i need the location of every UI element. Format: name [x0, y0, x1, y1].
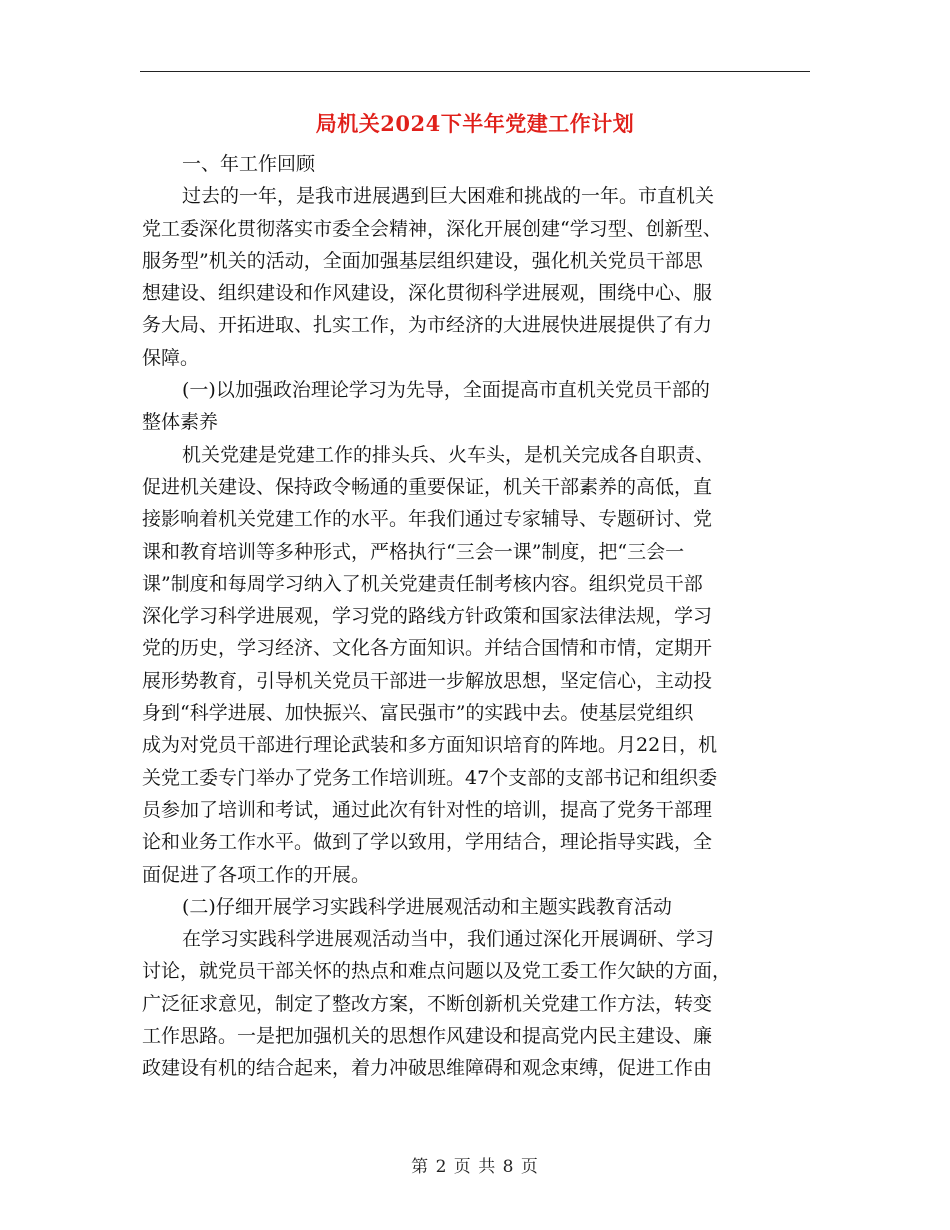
body-line: 机关党建是党建工作的排头兵、火车头，是机关完成各自职责、: [182, 443, 715, 466]
body-line: 员参加了培训和考试，通过此次有针对性的培训，提高了党务干部理: [142, 798, 713, 821]
body-line: 促进机关建设、保持政令畅通的重要保证，机关干部素养的高低，直: [142, 475, 713, 498]
body-line: 党的历史，学习经济、文化各方面知识。并结合国情和市情，定期开: [142, 637, 713, 660]
body-line: 保障。: [142, 346, 200, 369]
body-line: 讨论，就党员干部关怀的热点和难点问题以及党工委工作欠缺的方面，: [142, 960, 732, 983]
body-line: 课”制度和每周学习纳入了机关党建责任制考核内容。组织党员干部: [142, 572, 703, 595]
body-line: 课和教育培训等多种形式，严格执行“三会一课”制度，把“三会一: [142, 540, 685, 563]
body-line: 关党工委专门举办了党务工作培训班。47个支部的支部书记和组织委: [142, 766, 718, 789]
body-line: 一、年工作回顾: [182, 153, 316, 175]
body-line: 整体素养: [142, 411, 219, 434]
body-line: 过去的一年，是我市进展遇到巨大困难和挑战的一年。市直机关: [182, 185, 715, 208]
body-line: 工作思路。一是把加强机关的思想作风建设和提高党内民主建设、廉: [142, 1025, 713, 1048]
body-line: 论和业务工作水平。做到了学以致用，学用结合，理论指导实践，全: [142, 831, 713, 854]
body-line: (一)以加强政治理论学习为先导，全面提高市直机关党员干部的: [182, 379, 710, 402]
body-line: 服务型”机关的活动，全面加强基层组织建设，强化机关党员干部思: [142, 249, 703, 272]
body-line: 在学习实践科学进展观活动当中，我们通过深化开展调研、学习: [182, 928, 715, 951]
body-line: 务大局、开拓进取、扎实工作，为市经济的大进展快进展提供了有力: [142, 314, 713, 337]
body-line: 党工委深化贯彻落实市委全会精神，深化开展创建“学习型、创新型、: [142, 217, 722, 240]
page-footer: 第 2 页 共 8 页: [411, 1157, 539, 1177]
body-line: 想建设、组织建设和作风建设，深化贯彻科学进展观，围绕中心、服: [142, 282, 713, 305]
body-line: 深化学习科学进展观，学习党的路线方针政策和国家法律法规，学习: [142, 605, 713, 628]
body-line: 政建设有机的结合起来，着力冲破思维障碍和观念束缚，促进工作由: [142, 1057, 713, 1080]
document-body: [142, 148, 810, 1085]
body-line: 展形势教育，引导机关党员干部进一步解放思想，坚定信心，主动投: [142, 669, 713, 692]
body-line: (二)仔细开展学习实践科学进展观活动和主题实践教育活动: [182, 895, 672, 918]
body-line: 面促进了各项工作的开展。: [142, 863, 371, 886]
body-line: 成为对党员干部进行理论武装和多方面知识培育的阵地。月22日，机: [142, 734, 718, 757]
header-rule: [140, 71, 810, 72]
document-title: 局机关2024下半年党建工作计划: [315, 111, 635, 136]
body-line: 广泛征求意见，制定了整改方案，不断创新机关党建工作方法，转变: [142, 992, 713, 1015]
body-line: 接影响着机关党建工作的水平。年我们通过专家辅导、专题研讨、党: [142, 508, 713, 531]
body-line: 身到“科学进展、加快振兴、富民强市”的实践中去。使基层党组织: [142, 702, 694, 725]
